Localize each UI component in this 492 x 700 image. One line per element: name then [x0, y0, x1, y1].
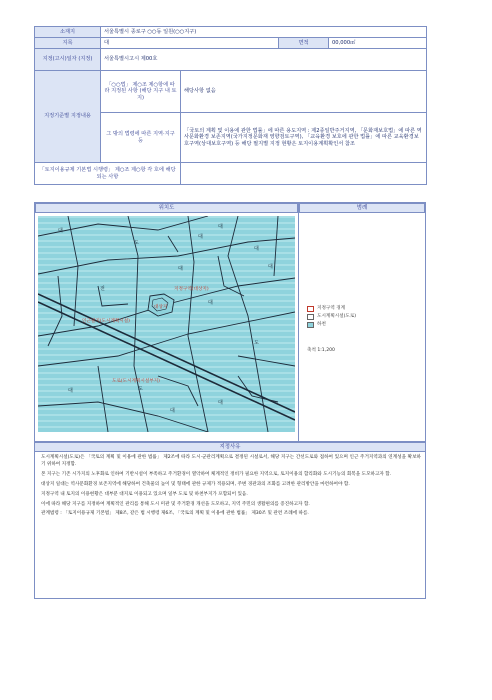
note-label: 「토지이용규제 기본법 시행령」 제○조 제○항 각 호에 해당되는 사항	[35, 163, 181, 185]
criteria-item2-label: 그 밖의 법령에 따른 지역·지구 등	[101, 113, 181, 163]
location-label: 소재지	[35, 27, 101, 38]
region-label-adjacent: 인근필지(도시계획시설)	[82, 319, 130, 324]
info-table	[34, 26, 427, 185]
designation-date-label: 지정(고시)일자 (지정)	[35, 49, 101, 71]
paragraph: 관계법령 : 「토지이용규제 기본법」 제8조, 같은 법 시행령 제6조, 「국토의 계획 및 이용에 관한 법률」 제30조 및 관련 조례에 따름.	[41, 511, 309, 517]
map-label: 도	[134, 240, 139, 246]
map-scale: 축척 1:1,200	[307, 348, 335, 353]
designation-reason-title: 지정사유	[35, 443, 425, 452]
area-label: 면적	[279, 38, 329, 49]
legend-boundary-swatch	[307, 306, 314, 312]
legend-item-label: 하천	[317, 322, 326, 327]
map-label: 대	[178, 266, 183, 272]
paragraph: 지정구역 내 토지의 이용현황은 대부분 대지로 이용되고 있으며 일부 도로 및 하천부지가 포함되어 있음.	[41, 491, 248, 497]
criteria-item1-label: 「○○법」 제○조 제○항에 따라 지정된 사항 (해당 지구 내 토지)	[101, 71, 181, 113]
note-value	[181, 163, 427, 185]
map-label: 대	[208, 300, 213, 306]
map-label: 도	[138, 386, 143, 392]
legend-item-label: 지정구역 경계	[317, 306, 346, 311]
designation-date-value: 서울특별시고시 제00호	[101, 49, 427, 71]
map-label: 대	[198, 234, 203, 240]
area-value: 00,000㎡	[329, 38, 427, 49]
legend-item-label: 도시계획시설(도로)	[317, 314, 357, 319]
paragraph: 대상지 일대는 역사문화환경 보존지역에 해당하여 건축물의 높이 및 형태에 관한 규제가 적용되며, 주변 경관과의 조화를 고려한 관리방안을 마련하여야 함.	[41, 481, 350, 487]
legend-item	[307, 313, 356, 321]
map-label: 대	[170, 408, 175, 414]
legend-river-swatch	[307, 322, 314, 328]
legend-list	[307, 305, 356, 329]
map-label: 대	[58, 228, 63, 234]
legend-title: 범례	[299, 203, 425, 213]
designation-reason-text	[41, 455, 421, 521]
paragraph: 도시계획시설(도로)은 「국토의 계획 및 이용에 관한 법률」 제2조에 따라 도시·군관리계획으로 결정된 시설로서, 해당 지구는 간선도로와 접하여 있으며 인근 주거지역과의 연계성을 확보하기 위하여 지정함.	[41, 455, 421, 467]
map-label: 대	[254, 246, 259, 252]
location-map-panel	[34, 202, 299, 442]
criteria-label: 지정기준별 지정내용	[35, 71, 101, 163]
map-label: 대	[218, 224, 223, 230]
map-row	[34, 202, 426, 442]
map-label: 전	[100, 286, 105, 292]
map-label: 도	[254, 340, 259, 346]
land-category-label: 지목	[35, 38, 101, 49]
region-label-target: 대상지	[154, 305, 168, 310]
region-label-road: 도로(도시계획시설부지)	[112, 379, 160, 384]
region-label-designated: 지정구역(대상지)	[174, 287, 209, 292]
legend-road-swatch	[307, 314, 314, 320]
legend-item	[307, 305, 356, 313]
legend-panel	[299, 202, 426, 442]
map-label: 대	[268, 264, 273, 270]
designation-reason-section	[34, 442, 426, 599]
location-map-title: 위치도	[35, 203, 298, 213]
legend-item	[307, 321, 356, 329]
location-map	[38, 216, 295, 432]
map-label: 대	[218, 400, 223, 406]
map-label: 대	[68, 388, 73, 394]
criteria-item2-value: 「국토의 계획 및 이용에 관한 법률」에 따른 용도지역 : 제2종일반주거지역, 「문화재보호법」에 따른 역사문화환경 보존지역(국가지정문화재 영향검토구역), 「교육환경 보호에 관한 법률」에 따른 교육환경보호구역(상대보호구역) 등 해당 필지별 지정 현황은 토지이용계획확인서 참조	[181, 113, 427, 163]
paragraph: 본 지구는 기존 시가지의 노후화로 인하여 기반시설이 부족하고 주거환경이 열악하여 체계적인 정비가 필요한 지역으로, 토지이용의 합리화와 도시기능의 회복을 도모하고자 함.	[41, 471, 392, 477]
location-value: 서울특별시 종로구 ○○동 일원(○○지구)	[101, 27, 427, 38]
paragraph: 이에 따라 해당 지구를 지정하여 계획적인 관리를 통해 도시 미관 및 주거환경 개선을 도모하고, 지역 주민의 생활편의를 증진하고자 함.	[41, 501, 310, 507]
land-category-value: 대	[101, 38, 279, 49]
document-sheet	[34, 26, 426, 599]
criteria-item1-value: 해당사항 없음	[181, 71, 427, 113]
